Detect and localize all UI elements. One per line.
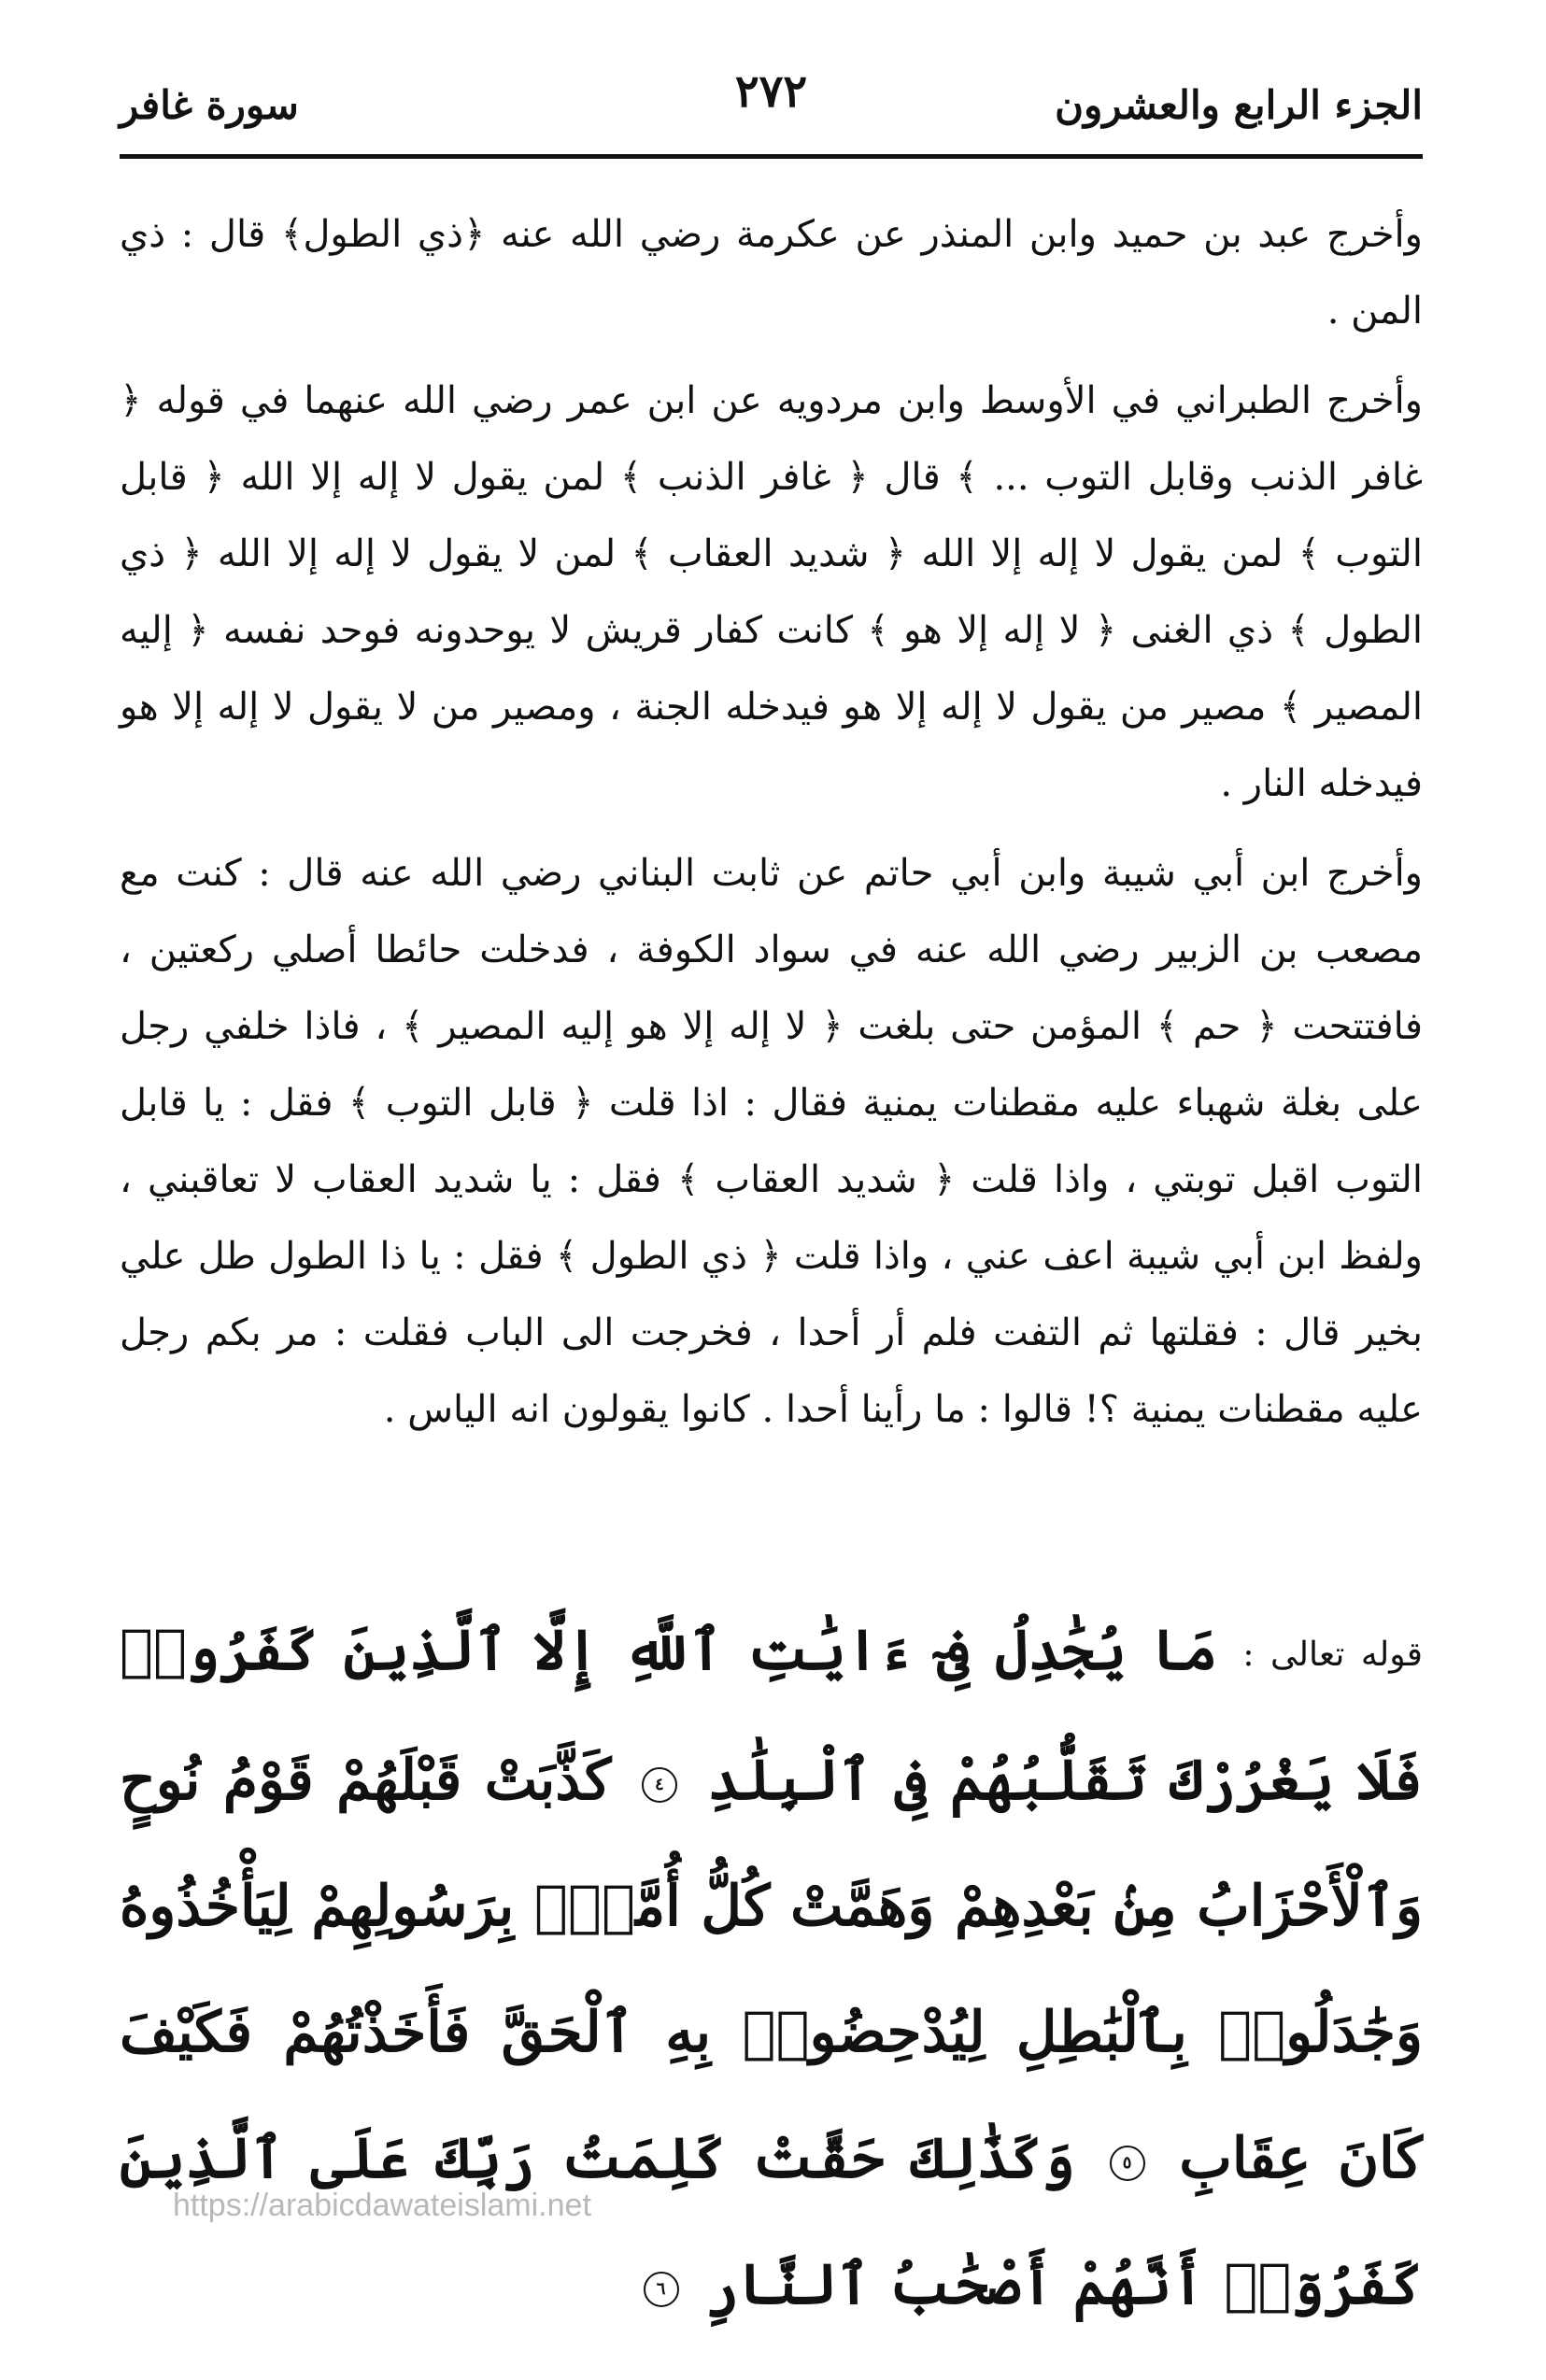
watermark-url: https://arabicdawateislami.net — [173, 2188, 591, 2223]
verse-part-1: مَا يُجَٰدِلُ فِىٓ ءَايَٰتِ ٱللَّهِ إِلَّا ٱلَّذِينَ كَفَرُوا۟ فَلَا يَغْرُرْكَ تَقَلُّبُهُمْ فِى ٱلْبِلَٰدِ — [120, 1618, 1424, 1813]
quran-intro: قوله تعالى : — [1242, 1636, 1424, 1674]
ayah-number-mark: ٤ — [642, 1767, 677, 1803]
paragraph-2: وأخرج الطبراني في الأوسط وابن مردويه عن ابن عمر رضي الله عنهما في قوله ﴿ غافر الذنب وقابل التوب ... ﴾ قال ﴿ غافر الذنب ﴾ لمن يقول لا إله إلا الله ﴿ قابل التوب ﴾ لمن يقول لا إله إلا الله ﴿ شديد العقاب ﴾ لمن لا يقول لا إله إلا الله ﴿ ذي الطول ﴾ ذي الغنى ﴿ لا إله إلا هو ﴾ كانت كفار قريش لا يوحدونه فوحد نفسه ﴿ إليه المصير ﴾ مصير من يقول لا إله إلا هو فيدخله الجنة ، ومصير من لا يقول لا إله إلا هو فيدخله النار . — [120, 379, 1423, 805]
page — [120, 56, 1423, 2335]
verse-part-2: كَذَّبَتْ قَبْلَهُمْ قَوْمُ نُوحٍ وَٱلْأَحْزَابُ مِنۢ بَعْدِهِمْ وَهَمَّتْ كُلُّ أُمَّةٍۭ بِرَسُولِهِمْ لِيَأْخُذُوهُ وَجَٰدَلُوا۟ بِٱلْبَٰطِلِ لِيُدْحِضُوا۟ بِهِ ٱلْحَقَّ فَأَخَذْتُهُمْ فَكَيْفَ كَانَ عِقَابِ — [120, 1748, 1423, 2191]
page-body — [120, 196, 1423, 1448]
page-number: ٢٧٢ — [734, 65, 808, 118]
surah-title: سورة غافر — [120, 82, 299, 128]
quran-verses — [120, 1588, 1423, 2348]
verse-part-3: وَكَذَٰلِكَ حَقَّتْ كَلِمَتُ رَبِّكَ عَلَى ٱلَّذِينَ كَفَرُوٓا۟ أَنَّهُمْ أَصْحَٰبُ ٱلنَّارِ — [120, 2126, 1423, 2317]
quran-section — [120, 1588, 1423, 2348]
paragraph-3: وأخرج ابن أبي شيبة وابن أبي حاتم عن ثابت البناني رضي الله عنه قال : كنت مع مصعب بن الزبير رضي الله عنه في سواد الكوفة ، فدخلت حائطا أصلي ركعتين ، فافتتحت ﴿ حم ﴾ المؤمن حتى بلغت ﴿ لا إله إلا هو إليه المصير ﴾ ، فاذا خلفي رجل على بغلة شهباء عليه مقطنات يمنية فقال : اذا قلت ﴿ قابل التوب ﴾ فقل : يا قابل التوب اقبل توبتي ، واذا قلت ﴿ شديد العقاب ﴾ فقل : يا شديد العقاب لا تعاقبني ، ولفظ ابن أبي شيبة اعف عني ، واذا قلت ﴿ ذي الطول ﴾ فقل : يا ذا الطول طل علي بخير قال : فقلتها ثم التفت فلم أر أحدا ، فخرجت الى الباب فقلت : مر بكم رجل عليه مقطنات يمنية ؟! قالوا : ما رأينا أحدا . كانوا يقولون انه الياس . — [120, 852, 1423, 1431]
part-title: الجزء الرابع والعشرون — [1055, 82, 1423, 128]
ayah-number-mark: ٥ — [1110, 2146, 1145, 2181]
paragraph-1: وأخرج عبد بن حميد وابن المنذر عن عكرمة رضي الله عنه ﴿ذي الطول﴾ قال : ذي المن . — [120, 213, 1423, 333]
page-header — [120, 56, 1423, 159]
ayah-number-mark: ٦ — [644, 2272, 679, 2307]
